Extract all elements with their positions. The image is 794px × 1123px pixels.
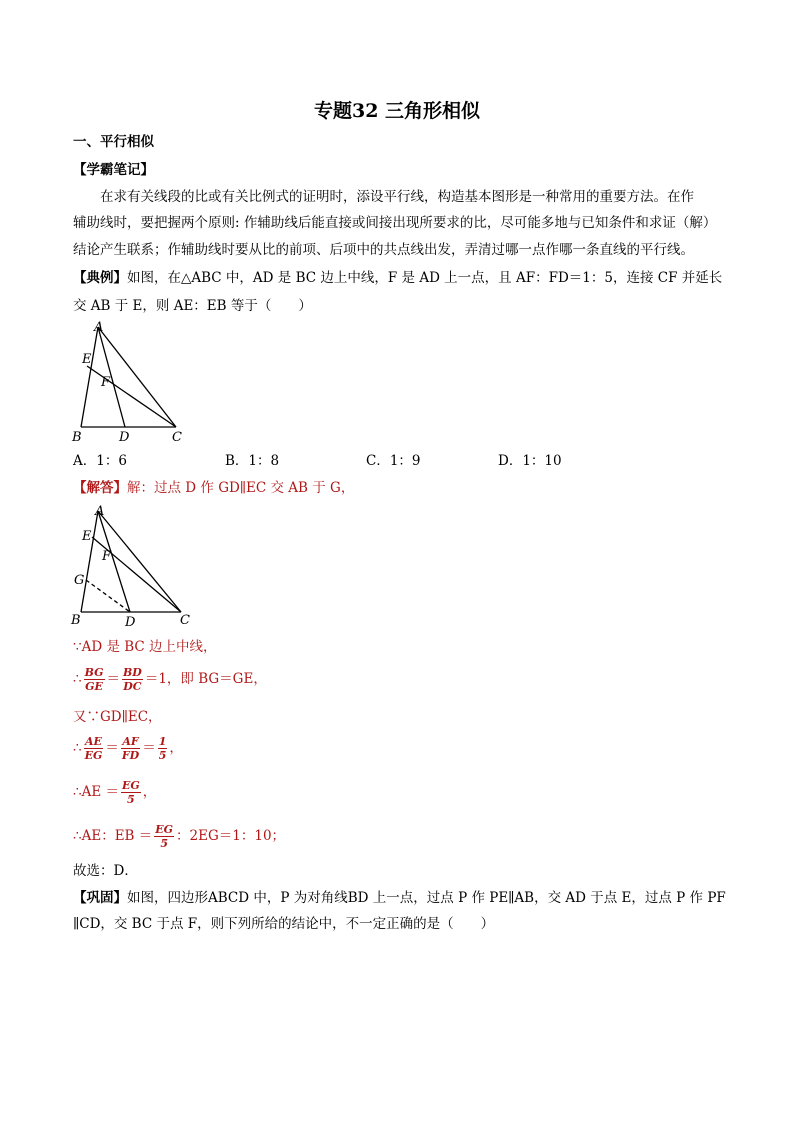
fig1-label-e: E <box>82 352 92 367</box>
note-line-3: 结论产生联系；作辅助线时要从比的前项、后项中的共点线出发，弄清过哪一点作哪一条直线的平行线。 <box>73 242 694 258</box>
fraction-bg-ge <box>84 666 105 693</box>
triangle-figure-1 <box>68 320 198 445</box>
fraction-ae-eg <box>84 735 104 762</box>
fig2-label-d: D <box>125 615 136 630</box>
fraction-1-5-den: 5 <box>158 749 167 762</box>
page-title: 专题32 三角形相似 <box>313 100 481 122</box>
fig2-label-c: C <box>180 613 190 628</box>
fig1-label-f: F <box>101 375 111 390</box>
fig1-label-a: A <box>94 320 104 335</box>
fig2-dashed-gd <box>86 580 130 612</box>
fraction-ae-eg-num: AE <box>85 735 102 748</box>
note-header: 【学霸笔记】 <box>73 162 154 178</box>
triangle-figure-2 <box>68 503 198 630</box>
example-line-1 <box>73 268 722 288</box>
fig1-side-ab <box>81 327 98 427</box>
solution-intro-text: 解：过点 D 作 GD∥EC 交 AB 于 G， <box>127 480 355 496</box>
fraction-bd-dc <box>122 666 143 693</box>
fraction-ae-eg-den: EG <box>84 749 103 762</box>
example-line-2: 交 AB 于 E，则 AE：EB 等于（ ） <box>73 298 312 314</box>
example-text-1: 如图，在△ABC 中，AD 是 BC 边上中线，F 是 AD 上一点，且 AF：FD＝1：5，连接 CF 并延长 <box>127 270 723 286</box>
fraction-bd-dc-num: BD <box>123 666 142 679</box>
fraction-eg-5-a-den: 5 <box>127 793 135 806</box>
fig2-label-f: F <box>102 549 112 564</box>
solution-line-1: ∵AD 是 BC 边上中线， <box>73 639 217 655</box>
consolidate-tag: 【巩固】 <box>73 890 127 906</box>
solution-line-6-suffix: ：2EG＝1：10； <box>176 828 286 844</box>
solution-line-4: ∴ $\frac{AE}{EG}$ ＝ $\frac{AF}{FD}$ ＝ $\frac{1}{5}$ ， <box>73 735 183 762</box>
fraction-af-fd-den: FD <box>121 749 140 762</box>
consolidate-text-1: 如图，四边形ABCD 中，P 为对角线BD 上一点，过点 P 作 PE∥AB，交 AD 于点 E，过点 P 作 PF <box>127 890 726 906</box>
fraction-eg-5-b <box>154 823 174 850</box>
fraction-bd-dc-den: DC <box>123 680 142 693</box>
fig2-label-g: G <box>74 573 85 588</box>
fraction-bg-ge-num: BG <box>84 666 104 679</box>
solution-line-5-prefix: ∴AE ＝ <box>73 784 119 800</box>
fraction-eg-5-b-num: EG <box>155 823 174 836</box>
fraction-af-fd <box>121 735 140 762</box>
section-heading: 一、平行相似 <box>73 134 154 150</box>
option-b: B．1：8 <box>225 453 280 469</box>
consolidate-line-1 <box>73 888 726 908</box>
consolidate-line-2: ∥CD，交 BC 于点 F，则下列所给的结论中，不一定正确的是（ ） <box>73 916 495 932</box>
fig1-label-c: C <box>172 430 182 445</box>
solution-line-5 <box>73 776 156 808</box>
solution-answer: 故选：D． <box>73 863 138 879</box>
note-line-1: 在求有关线段的比或有关比例式的证明时，添设平行线，构造基本图形是一种常用的重要方法。在作 <box>100 189 694 205</box>
option-a: A．1：6 <box>73 453 127 469</box>
fig2-label-b: B <box>71 613 81 628</box>
fraction-eg-5-a-num: EG <box>121 779 140 792</box>
solution-line-6 <box>73 820 285 852</box>
solution-line-5-suffix: ， <box>142 784 157 800</box>
fraction-eg-5-b-den: 5 <box>160 837 168 850</box>
note-line-2: 辅助线时，要把握两个原则: 作辅助线后能直接或间接出现所要求的比，尽可能多地与已知条件和求证（解） <box>73 215 717 231</box>
solution-line-2: ∴ $\frac{BG}{GE}$ ＝ $\frac{BD}{DC}$ ＝1，即 BG＝GE， <box>73 666 267 693</box>
solution-line-2-prefix: ∴ <box>73 671 82 687</box>
solution-line-2-suffix: ＝1，即 BG＝GE， <box>144 671 267 687</box>
solution-line-3: 又∵GD∥EC， <box>73 709 162 725</box>
solution-line-4-suffix: ， <box>169 740 183 756</box>
solution-intro <box>73 478 354 498</box>
fraction-1-5-num: 1 <box>158 735 167 748</box>
solution-tag: 【解答】 <box>73 480 127 496</box>
fraction-af-fd-num: AF <box>122 735 139 748</box>
fig2-label-a: A <box>95 504 105 519</box>
solution-line-4-prefix: ∴ <box>73 740 82 756</box>
fig2-label-e: E <box>82 529 92 544</box>
fig1-label-d: D <box>119 430 130 445</box>
solution-line-6-prefix: ∴AE：EB ＝ <box>73 828 153 844</box>
fig1-label-b: B <box>72 430 82 445</box>
fraction-bg-ge-den: GE <box>85 680 103 693</box>
fraction-eg-5-a <box>121 779 141 806</box>
option-c: C．1：9 <box>366 453 421 469</box>
option-d: D．1：10 <box>498 453 562 469</box>
fraction-1-5 <box>158 735 168 762</box>
example-tag: 【典例】 <box>73 270 127 286</box>
fig2-side-ab <box>81 511 98 612</box>
